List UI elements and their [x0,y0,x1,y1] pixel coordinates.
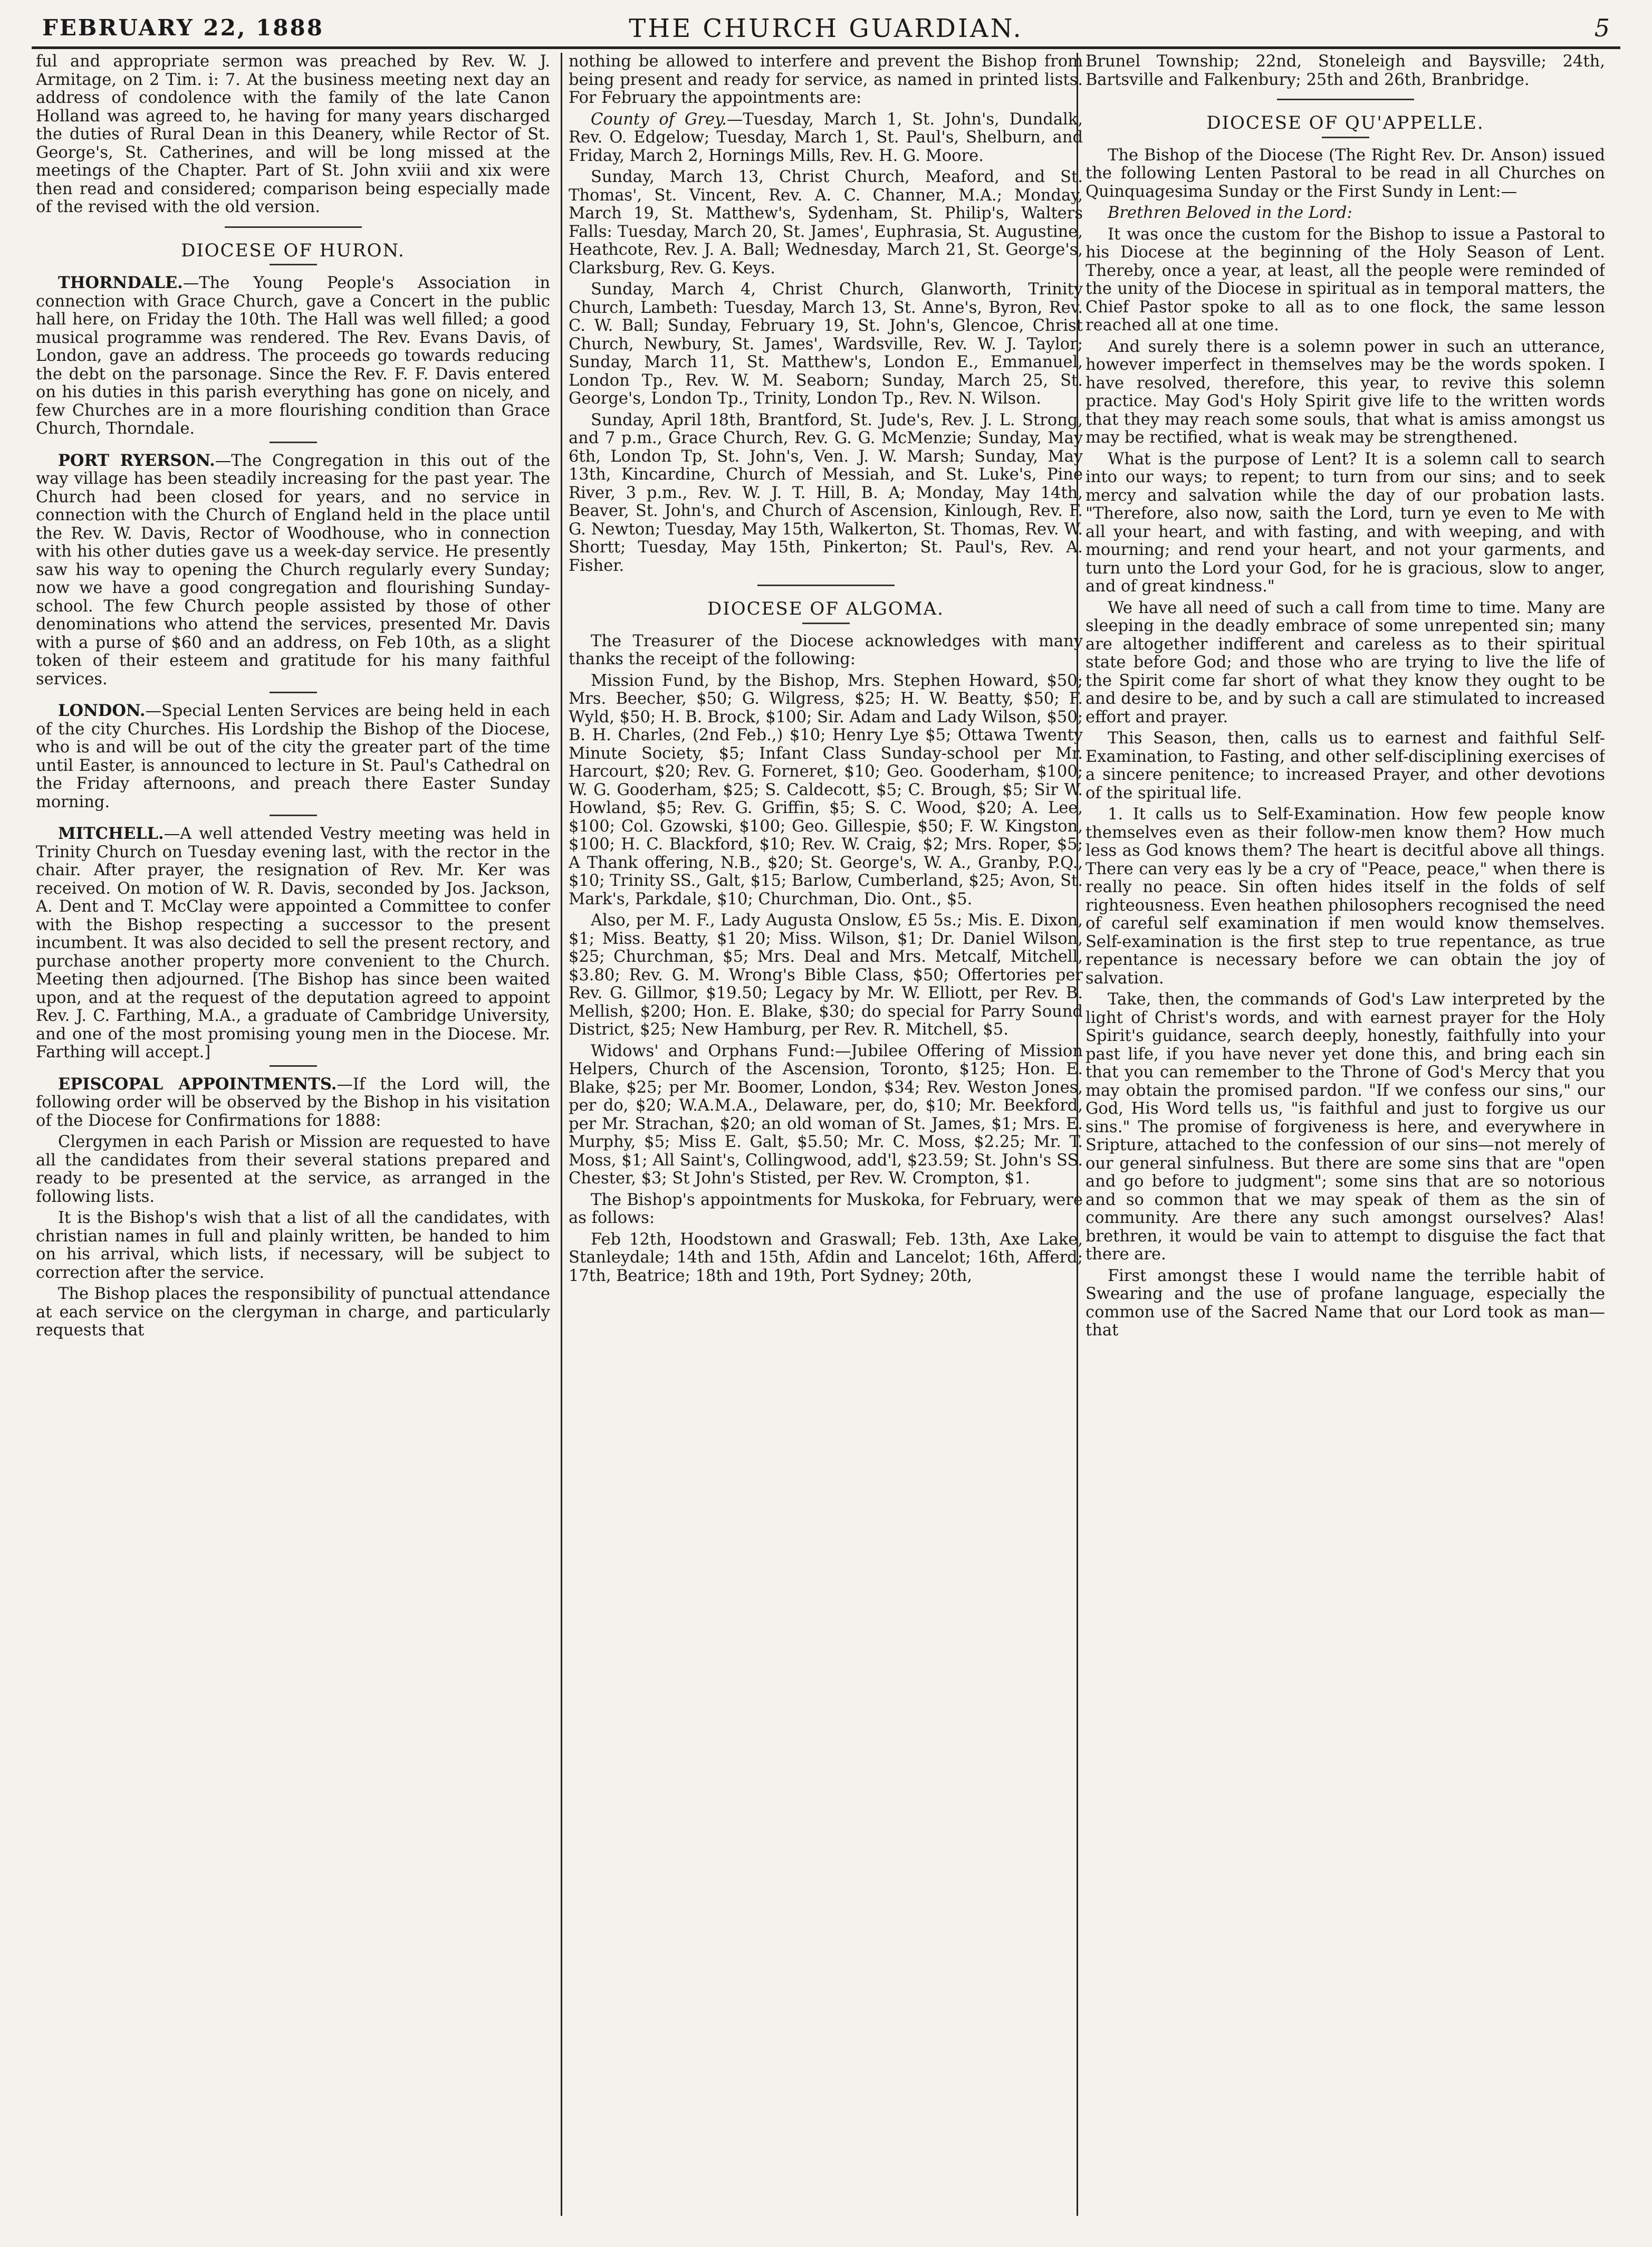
section-divider [1277,99,1414,100]
masthead [32,9,1620,49]
paragraph: The Bishop places the responsibility of punctual attendance at each service on the clergyman in charge, and particularly requests that [36,1285,550,1340]
paragraph: It was once the custom for the Bishop to issue a Pastoral to his Diocese at the beginning of the Holy Season of Lent. Thereby, once a year, at least, all the people were reminded of the unity of the Diocese in spiritual as in temporal matters, the Chief Pastor spoke to all as to one flock, the same lesson reached all at one time. [1086,225,1605,334]
article-mitchell [36,825,550,1062]
place-name: MITCHELL. [58,824,164,843]
article-label: EPISCOPAL APPOINTMENTS. [58,1074,337,1094]
section-divider [757,585,895,586]
paragraph: ful and appropriate sermon was preached by Rev. W. J. Armitage, on 2 Tim. i: 7. At the business meeting next day an address of condolence with the family of the late Canon Holland was agreed to, he having for many years discharged the duties of Rural Dean in this Deanery, while Rector of St. George's, St. Catherines, and will be long missed at the meetings of the Chapter. Part of St. John xviii and xix were then read and considered; comparison being especially made of the revised with the old version. [36,53,550,216]
salutation [1086,204,1605,223]
section-divider [270,1065,317,1067]
paragraph: The Bishop of the Diocese (The Right Rev. Dr. Anson) issued the following Lenten Pastoral to be read in all Churches on Quinquagesima Sunday or the First Sundy in Lent:— [1086,146,1605,201]
issue-date: FEBRUARY 22, 1888 [42,15,324,41]
paragraph: Clergymen in each Parish or Mission are requested to have all the candidates from their several stations prepared and ready to be presented at the service, as arranged in the following lists. [36,1133,550,1206]
section-heading-huron: DIOCESE OF HURON. [181,240,405,261]
heading-underline [802,623,850,624]
paragraph: We have all need of such a call from time to time. Many are sleeping in the deadly embrace of some unrepented sin; many are altogether indifferent and careless as to their spiritual state before God; and those who are trying to live the life of the Spirit come far short of what they know they ought to be and desire to be, and by such a call are stimulated to increased effort and prayer. [1086,598,1605,726]
section-divider [270,815,317,816]
paragraph: What is the purpose of Lent? It is a solemn call to search into our ways; to repent; to turn from our sins; and to seek mercy and salvation while the day of our probation lasts. "Therefore, also now, saith the Lord, turn ye even to Me with all your heart, and with fasting, and with weeping, and with mourning; and rend your heart, and not your garments, and turn unto the Lord your God, for he is gracious, slow to anger, and of great kindness." [1086,450,1605,596]
place-name: THORNDALE. [58,273,183,292]
section-heading-algoma: DIOCESE OF ALGOMA. [707,598,944,619]
heading-underline [270,264,317,265]
paragraph: Brunel Township; 22nd, Stoneleigh and Baysville; 24th, Bartsville and Falkenbury; 25th and 26th, Branbridge. [1086,53,1605,89]
paragraph: Mission Fund, by the Bishop, Mrs. Stephen Howard, $50; Mrs. Beecher, $50; G. Wilgress, $25; H. W. Beatty, $50; F. Wyld, $50; H. B. Brock, $100; Sir. Adam and Lady Wilson, $50; B. H. Charles, (2nd Feb.,) $10; Henry Lye $5; Ottawa Twenty Minute Society, $5; Infant Class Sunday-school per Mr. Harcourt, $20; Rev. G. Forneret, $10; Geo. Gooderham, $100; W. G. Gooderham, $25; S. Caldecott, $5; C. Brough, $5; Sir W. Howland, $5; Rev. G. Griffin, $5; S. C. Wood, $20; A. Lee, $100; Col. Gzowski, $100; Geo. Gillespie, $50; F. W. Kingston, $100; H. C. Blackford, $10; Rev. W. Craig, $2; Mrs. Roper, $5; A Thank offering, N.B., $20; St. George's, W. A., Granby, P.Q., $10; Trinity SS., Galt, $15; Barlow, Cumberland, $25; Avon, St. Mark's, Parkdale, $10; Churchman, Dio. Ont., $5. [569,671,1083,909]
paragraph: Sunday, April 18th, Brantford, St. Jude's, Rev. J. L. Strong, and 7 p.m., Grace Church, Rev. G. G. McMenzie; Sunday, May 6th, London Tp, St. John's, Ven. J. W. Marsh; Sunday, May 13th, Kincardine, Church of Messiah, and St. Luke's, Pine River, 3 p.m., Rev. W. J. T. Hill, B. A; Monday, May 14th, Beaver, St. John's, and Church of Ascension, Kinlough, Rev. F. G. Newton; Tuesday, May 15th, Walkerton, St. Thomas, Rev. W. Shortt; Tuesday, May 15th, Pinkerton; St. Paul's, Rev. A. Fisher. [569,410,1083,575]
article-text: —If the Lord will, the following order will be observed by the Bishop in his visitation of the Diocese for Confirmations for 1888: [36,1075,550,1130]
article-text: —A well attended Vestry meeting was held in Trinity Church on Tuesday evening last, with the rector in the chair. After prayer, the resignation of Rev. Mr. Ker was received. On motion of W. R. Davis, seconded by Jos. Jackson, A. Dent and T. McClay were appointed a Committee to confer with the Bishop respecting a successor to the present incumbent. It was also decided to sell the present rectory, and purchase another property more convenient to the Church. Meeting then adjourned. [The Bishop has since been waited upon, and at the request of the deputation agreed to appoint Rev. J. C. Farthing, M.A., a graduate of Cambridge University, and one of the most promising young men in the Diocese. Mr. Farthing will accept.] [36,825,550,1062]
paragraph: Sunday, March 4, Christ Church, Glanworth, Trinity Church, Lambeth: Tuesday, March 13, St. Anne's, Byron, Rev. C. W. Ball; Sunday, February 19, St. John's, Glencoe, Christ Church, Newbury, St. James', Wardsville, Rev. W. J. Taylor; Sunday, March 11, St. Matthew's, London E., Emmanuel, London Tp., Rev. W. M. Seaborn; Sunday, March 25, St. George's, London Tp., Trinity, London Tp., Rev. N. Wilson. [569,280,1083,408]
article-london [36,702,550,811]
column-rule [561,53,562,2216]
section-heading-quappelle: DIOCESE OF QU'APPELLE. [1206,112,1484,133]
article-thorndale [36,274,550,438]
paragraph: The Treasurer of the Diocese acknowledges with many thanks the receipt of the following: [569,632,1083,668]
column-1 [36,53,550,2221]
place-name: PORT RYERSON. [58,451,215,470]
paragraph: nothing be allowed to interfere and prevent the Bishop from being present and ready for service, as named in printed lists. For February the appointments are: [569,53,1083,107]
article-port-ryerson [36,452,550,689]
paragraph: Widows' and Orphans Fund:—Jubilee Offering of Mission Helpers, Church of the Ascension, Toronto, $125; Hon. E. Blake, $25; per Mr. Boomer, London, $34; Rev. Weston Jones, per do, $20; W.A.M.A., Delaware, per, do, $10; Mr. Beekford, per Mr. Strachan, $20; an old woman of St. James, $1; Mrs. E. Murphy, $5; Miss E. Galt, $5.50; Mr. C. Moss, $2.25; Mr. T. Moss, $1; All Saint's, Collingwood, add'l, $23.59; St. John's SS. Chester, $3; St John's Stisted, per Rev. W. Crompton, $1. [569,1041,1083,1188]
county-label: County of Grey. [591,110,727,129]
place-name: LONDON. [58,701,146,720]
section-divider [270,442,317,443]
column-2 [569,53,1083,2221]
paragraph: The Bishop's appointments for Muskoka, for February, were as follows: [569,1190,1083,1227]
article-text: —Special Lenten Services are being held in each of the city Churches. His Lordship the Bishop of the Diocese, who is and will be out of the city the greater part of the time until Easter, is announced to lecture in St. Paul's Cathedral on the Friday afternoons, and preach there Easter Sunday morning. [36,702,550,811]
paragraph: Also, per M. F., Lady Augusta Onslow, £5 5s.; Mis. E. Dixon, $1; Miss. Beatty, $1 20; Miss. Wilson, $1; Dr. Daniel Wilson, $25; Churchman, $5; Mrs. Deal and Mrs. Metcalf, Mitchell, $3.80; Rev. G. M. Wrong's Bible Class, $50; Offertories per Rev. G. Gillmor, $19.50; Legacy by Mr. W. Elliott, per Rev. B. Mellish, $200; Hon. E. Blake, $30; do special for Parry Sound District, $25; New Hamburg, per Rev. R. Mitchell, $5. [569,911,1083,1039]
paragraph: Take, then, the commands of God's Law interpreted by the light of Christ's words, and with earnest prayer for the Holy Spirit's guidance, search deeply, honestly, faithfully into your past life, if you have never yet done this, and bring each sin that you can remember to the Throne of God's Mercy that you may obtain the promised pardon. "If we confess our sins," our God, His Word tells us, "is faithful and just to forgive us our sins." The promise of forgiveness is here, and everywhere in Sripture, attached to the confession of our sins—not merely of our general sinfulness. But there are some sins that are "open and go before to judgment"; some sins that are so notorious and so common that we may speak of them as the sin of community. Are there any such amongst ourselves? Alas! brethren, it would be vain to attempt to disguise the fact that there are. [1086,990,1605,1264]
paragraph: First amongst these I would name the terrible habit of Swearing and the use of profane language, especially the common use of the Sacred Name that our Lord took as man—that [1086,1266,1605,1340]
article-text: —The Congregation in this out of the way village has been steadily increasing for the past year. The Church had been closed for years, and no service in connection with the Church of England held in the place until the Rev. W. Davis, Rector of Woodhouse, who in connection with his other duties gave us a week-day service. He presently saw his way to opening the Church regularly every Sunday; now we have a good congregation and flourishing Sunday-school. The few Church people assisted by those of other denominations who attend the services, presented Mr. Davis with a purse of $60 and an address, on Feb 10th, as a slight token of their esteem and gratitude for his many faithful services. [36,451,550,689]
page-number: 5 [1594,14,1610,42]
column-3 [1086,53,1605,2221]
newspaper-title: THE CHURCH GUARDIAN. [629,14,1023,43]
article-county-of-grey [569,111,1083,166]
paragraph: Sunday, March 13, Christ Church, Meaford, and St. Thomas', St. Vincent, Rev. A. C. Channer, M.A.; Monday, March 19, St. Matthew's, Sydenham, St. Philip's, Walters Falls: Tuesday, March 20, St. James', Euphrasia, St. Augustine, Heathcote, Rev. J. A. Ball; Wednesday, March 21, St. George's, Clarksburg, Rev. G. Keys. [569,168,1083,278]
paragraph: This Season, then, calls us to earnest and faithful Self-Examination, to Fasting, and other self-disciplining exercises of a sincere penitence; to increased Prayer, and other devotions of the spiritual life. [1086,729,1605,802]
paragraph: It is the Bishop's wish that a list of all the candidates, with christian names in full and plainly written, be handed to him on his arrival, which lists, if necessary, will be subject to correction after the service. [36,1209,550,1282]
article-text: —Tuesday, March 1, St. John's, Dundalk, Rev. O. Edgelow; Tuesday, March 1, St. Paul's, Shelburn, and Friday, March 2, Hornings Mills, Rev. H. G. Moore. [569,110,1083,165]
section-divider [225,226,362,228]
paragraph: Feb 12th, Hoodstown and Graswall; Feb. 13th, Axe Lake, Stanleydale; 14th and 15th, Afdin and Lancelot; 16th, Afferd; 17th, Beatrice; 18th and 19th, Port Sydney; 20th, [569,1230,1083,1285]
article-text: —The Young People's Association in connection with Grace Church, gave a Concert in the public hall here, on Friday the 10th. The Hall was well filled; a good musical programme was rendered. The Rev. Evans Davis, of London, gave an address. The proceeds go towards reducing the debt on the parsonage. Since the Rev. F. F. Davis entered on his duties in this parish everything has gone on nicely, and few Churches are in a more flourishing condition than Grace Church, Thorndale. [36,274,550,438]
heading-underline [1322,137,1369,138]
paragraph: 1. It calls us to Self-Examination. How few people know themselves even as their follow-men know them? How much less as God knows them? The heart is decitful above all things. There can very eas ly be a cry of "Peace, peace," when there is really no peace. Sin often hides itself in the folds of self righteousness. Even heathen philosophers recognised the need of careful self examination if men would know themselves. Self-examination is the first step to true repentance, as true repentance is necessary before we can obtain the joy of salvation. [1086,805,1605,988]
salutation-text: Brethren Beloved in the Lord: [1108,204,1352,222]
article-episcopal-appointments [36,1075,550,1131]
section-divider [270,692,317,693]
paragraph: And surely there is a solemn power in such an utterance, however imperfect in themselves may be the words spoken. I have resolved, therefore, this year, to revive this solemn practice. May God's Holy Spirit give life to the written words that they may reach some souls, that what is amiss amongst us may be rectified, what is weak may be strengthened. [1086,337,1605,447]
